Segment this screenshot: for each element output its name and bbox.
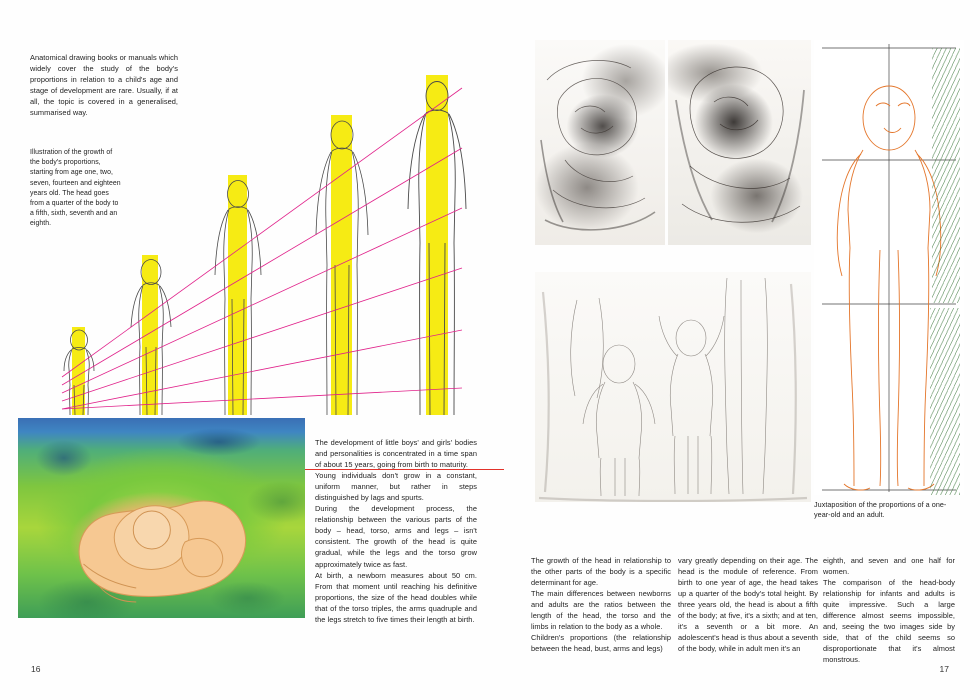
- figure-age-seven: [204, 175, 272, 415]
- pencil-sketch-two-children-standing: [535, 272, 811, 502]
- figure-age-fourteen: [304, 115, 380, 415]
- charcoal-sketch-newborn-head: [535, 40, 665, 245]
- figure-outline: [122, 255, 180, 415]
- figure-age-eighteen: [396, 75, 478, 415]
- bottom-col-1-paragraph-3: Children's proportions (the relationship between the head, bust, arms and legs): [531, 633, 671, 654]
- proportion-study-child-figure: [814, 40, 964, 495]
- bottom-column-1: [531, 555, 671, 654]
- growth-figures-illustration: [18, 60, 488, 415]
- hatching-band-top: [932, 48, 960, 303]
- charcoal-strokes: [535, 40, 665, 245]
- left-body-text: [315, 437, 477, 625]
- intro-paragraph-text: Anatomical drawing books or manuals which widely cover the study of the body's proportions in relation to a child's age and stage of development are rare. Usually, if at all, the topic is covered in a generalised, summarised way.: [30, 53, 178, 118]
- charcoal-strokes: [668, 40, 811, 245]
- watercolour-newborn-illustration: [18, 418, 305, 618]
- figure-age-two: [122, 255, 180, 415]
- bottom-col-2-paragraph-1: vary greatly depending on their age. The head is the module of reference. From birth to one year of age, the head takes up a quarter of the body's total height. By three years old, the head is about a fifth of the body; at five, it's a sixth; and at ten, it's a seventh or a bit more. An adolescent's head is thus about a seventh of the body, while in adult men it's an: [678, 556, 818, 654]
- figure-outline: [304, 115, 380, 415]
- juxtaposition-caption: [814, 500, 962, 521]
- juxtaposition-caption-text: Juxtaposition of the proportions of a one-year-old and an adult.: [814, 500, 947, 520]
- bottom-col-1-paragraph-1: The growth of the head in relationship to the other parts of the body is a specific determinant for age.: [531, 556, 671, 588]
- bottom-column-2: [678, 555, 818, 654]
- bottom-col-1-paragraph-2: The main differences between newborns and adults are the ratios between the length of the head, the torso and the limbs in relation to the body as a whole.: [531, 589, 671, 632]
- figure-outline: [396, 75, 478, 415]
- left-body-paragraph-4: At birth, a newborn measures about 50 cm. From that moment until reaching his definitive proportions, the size of the head doubles while that of the torso triples, the arms quadruple and the legs stretch to five times their length at birth.: [315, 570, 477, 624]
- bottom-col-3-paragraph-1: eighth, and seven and one half for women.: [823, 556, 955, 577]
- left-body-paragraph-1: The development of little boys' and girls' bodies and personalities is concentrated in a time span of about 15 years, going from birth to maturity.: [315, 438, 477, 470]
- charcoal-sketch-mother-and-child: [668, 40, 811, 245]
- pencil-strokes: [535, 272, 811, 502]
- figure-age-one: [58, 327, 100, 415]
- bottom-column-3: [823, 555, 955, 665]
- page-number-left: 16: [31, 664, 41, 674]
- hands-and-baby-drawing: [64, 470, 259, 610]
- bottom-col-3-paragraph-2: The comparison of the head-body relationship for infants and adults is quite impressive. Such a large difference almost seems impossible, and, seeing the two images side by side, that of the child seems so disproportionate that it's almost monstrous.: [823, 578, 955, 665]
- page-number-right: 17: [939, 664, 949, 674]
- left-body-paragraph-3: During the development process, the relationship between the various parts of the body – head, torso, arms and legs – isn't consistent. The growth of the head is quite gradual, while the legs and the torso grow approximately twice as fast.: [315, 504, 477, 569]
- growth-illustration-caption-text: Illustration of the growth of the body's proportions, starting from age one, two, seven, fourteen and eighteen years old. The head goes from a quarter of the body to a fifth, sixth, seventh and an eighth.: [30, 149, 121, 228]
- figure-outline: [58, 327, 100, 415]
- hatching-band-bottom: [930, 308, 960, 495]
- figure-outline: [204, 175, 272, 415]
- left-body-paragraph-2: Young individuals don't grow in a constant, uniform manner, but rather in steps distinguished by lags and spurts.: [315, 471, 477, 503]
